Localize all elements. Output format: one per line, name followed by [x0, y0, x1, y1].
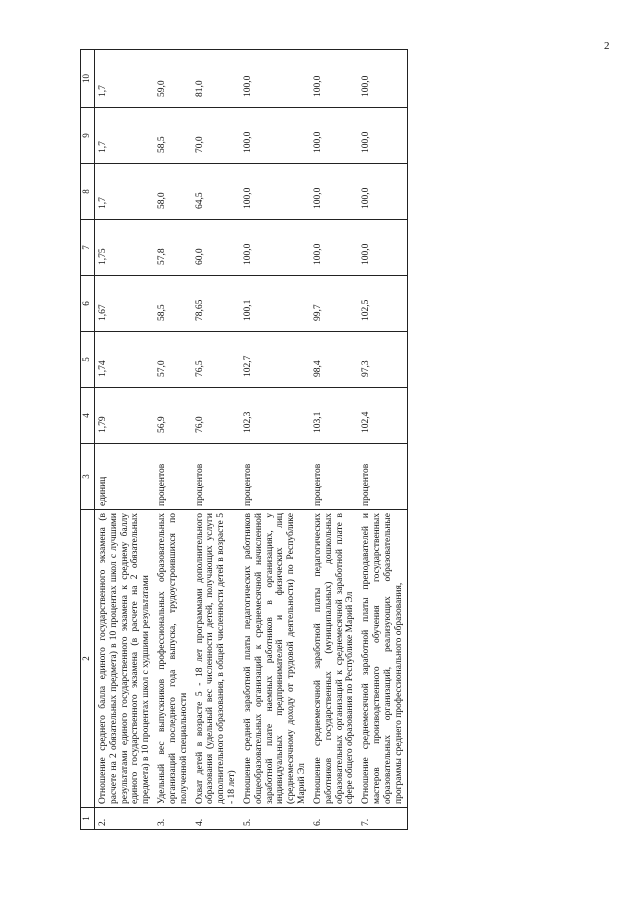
- value-cell: 100,0: [240, 108, 310, 164]
- column-header: 3: [81, 444, 95, 510]
- value-cell: 1,74: [95, 332, 155, 388]
- value-cell: 1,7: [95, 108, 155, 164]
- value-cell: 58,0: [154, 164, 191, 220]
- value-cell: 1,79: [95, 388, 155, 444]
- value-cell: 1,7: [95, 50, 155, 108]
- value-cell: 102,7: [240, 332, 310, 388]
- value-cell: 100,0: [240, 50, 310, 108]
- column-header: 7: [81, 220, 95, 276]
- value-cell: 76,5: [192, 332, 240, 388]
- indicator-description-cell: Удельный вес выпускников профессиональных образовательных организаций последнего года выпуска, трудоустроившихся по полученной специальности: [154, 510, 191, 808]
- indicator-description-cell: Отношение средней заработной платы педагогических работников общеобразовательных организаций к среднемесячной начисленной заработной плате наемных работников в организациях, у индивидуальных предпринимателей и физических лиц (среднемесячному доходу от трудовой деятельности) по Республике Марий Эл: [240, 510, 310, 808]
- value-cell: 100,0: [358, 108, 407, 164]
- value-cell: 58,5: [154, 108, 191, 164]
- value-cell: 102,5: [358, 276, 407, 332]
- row-number-cell: 5.: [240, 808, 310, 830]
- indicators-table: [80, 49, 408, 830]
- value-cell: 57,8: [154, 220, 191, 276]
- column-header: 2: [81, 510, 95, 808]
- unit-cell: процентов: [240, 444, 310, 510]
- page-number: 2: [604, 40, 610, 52]
- value-cell: 100,0: [240, 164, 310, 220]
- column-header: 5: [81, 332, 95, 388]
- table-row: [310, 50, 358, 830]
- value-cell: 76,0: [192, 388, 240, 444]
- value-cell: 57,0: [154, 332, 191, 388]
- table-row: [192, 50, 240, 830]
- value-cell: 99,7: [310, 276, 358, 332]
- value-cell: 98,4: [310, 332, 358, 388]
- value-cell: 64,5: [192, 164, 240, 220]
- table-row: [240, 50, 310, 830]
- value-cell: 100,0: [310, 220, 358, 276]
- unit-cell: процентов: [358, 444, 407, 510]
- value-cell: 102,4: [358, 388, 407, 444]
- indicator-description-cell: Охват детей в возрасте 5 - 18 лет программами дополнительного образования (удельный вес численности детей, получающих услуги дополнительного образования, в общей численности детей в возрасте 5 - 18 лет): [192, 510, 240, 808]
- value-cell: 97,3: [358, 332, 407, 388]
- value-cell: 100,0: [310, 50, 358, 108]
- value-cell: 70,0: [192, 108, 240, 164]
- value-cell: 81,0: [192, 50, 240, 108]
- value-cell: 59,0: [154, 50, 191, 108]
- table-row: [95, 50, 155, 830]
- value-cell: 60,0: [192, 220, 240, 276]
- value-cell: 1,75: [95, 220, 155, 276]
- table-row: [358, 50, 407, 830]
- unit-cell: процентов: [310, 444, 358, 510]
- column-header: 4: [81, 388, 95, 444]
- indicator-description-cell: Отношение среднего балла единого государственного экзамена (в расчете на 2 обязательных предмета) в 10 процентах школ с лучшими результатами единого государственного экзамена к среднему баллу единого государственного экзамена (в расчете на 2 обязательных предмета) в 10 процентах школ с худшими результатами: [95, 510, 155, 808]
- value-cell: 100,0: [358, 220, 407, 276]
- value-cell: 58,5: [154, 276, 191, 332]
- value-cell: 100,0: [358, 164, 407, 220]
- row-number-cell: 3.: [154, 808, 191, 830]
- row-number-cell: 6.: [310, 808, 358, 830]
- indicator-description-cell: Отношение среднемесячной заработной платы преподавателей и мастеров производственного обучения государственных образовательных организаций, реализующих образовательные программы среднего профессионального образования,: [358, 510, 407, 808]
- unit-cell: единиц: [95, 444, 155, 510]
- value-cell: 103,1: [310, 388, 358, 444]
- value-cell: 100,0: [310, 108, 358, 164]
- value-cell: 78,65: [192, 276, 240, 332]
- row-number-cell: 2.: [95, 808, 155, 830]
- value-cell: 1,7: [95, 164, 155, 220]
- rotated-table-container: [80, 50, 525, 830]
- value-cell: 100,0: [310, 164, 358, 220]
- value-cell: 100,0: [358, 50, 407, 108]
- value-cell: 1,67: [95, 276, 155, 332]
- value-cell: 100,0: [240, 220, 310, 276]
- unit-cell: процентов: [154, 444, 191, 510]
- header-row: [81, 50, 95, 830]
- value-cell: 56,9: [154, 388, 191, 444]
- value-cell: 102,3: [240, 388, 310, 444]
- column-header: 9: [81, 108, 95, 164]
- unit-cell: процентов: [192, 444, 240, 510]
- column-header: 1: [81, 808, 95, 830]
- column-header: 10: [81, 50, 95, 108]
- table-row: [154, 50, 191, 830]
- column-header: 6: [81, 276, 95, 332]
- indicator-description-cell: Отношение среднемесячной заработной платы педагогических работников государственных (муниципальных) дошкольных образовательных организаций к среднемесячной заработной плате в сфере общего образования по Республике Марий Эл: [310, 510, 358, 808]
- row-number-cell: 4.: [192, 808, 240, 830]
- row-number-cell: 7.: [358, 808, 407, 830]
- column-header: 8: [81, 164, 95, 220]
- value-cell: 100,1: [240, 276, 310, 332]
